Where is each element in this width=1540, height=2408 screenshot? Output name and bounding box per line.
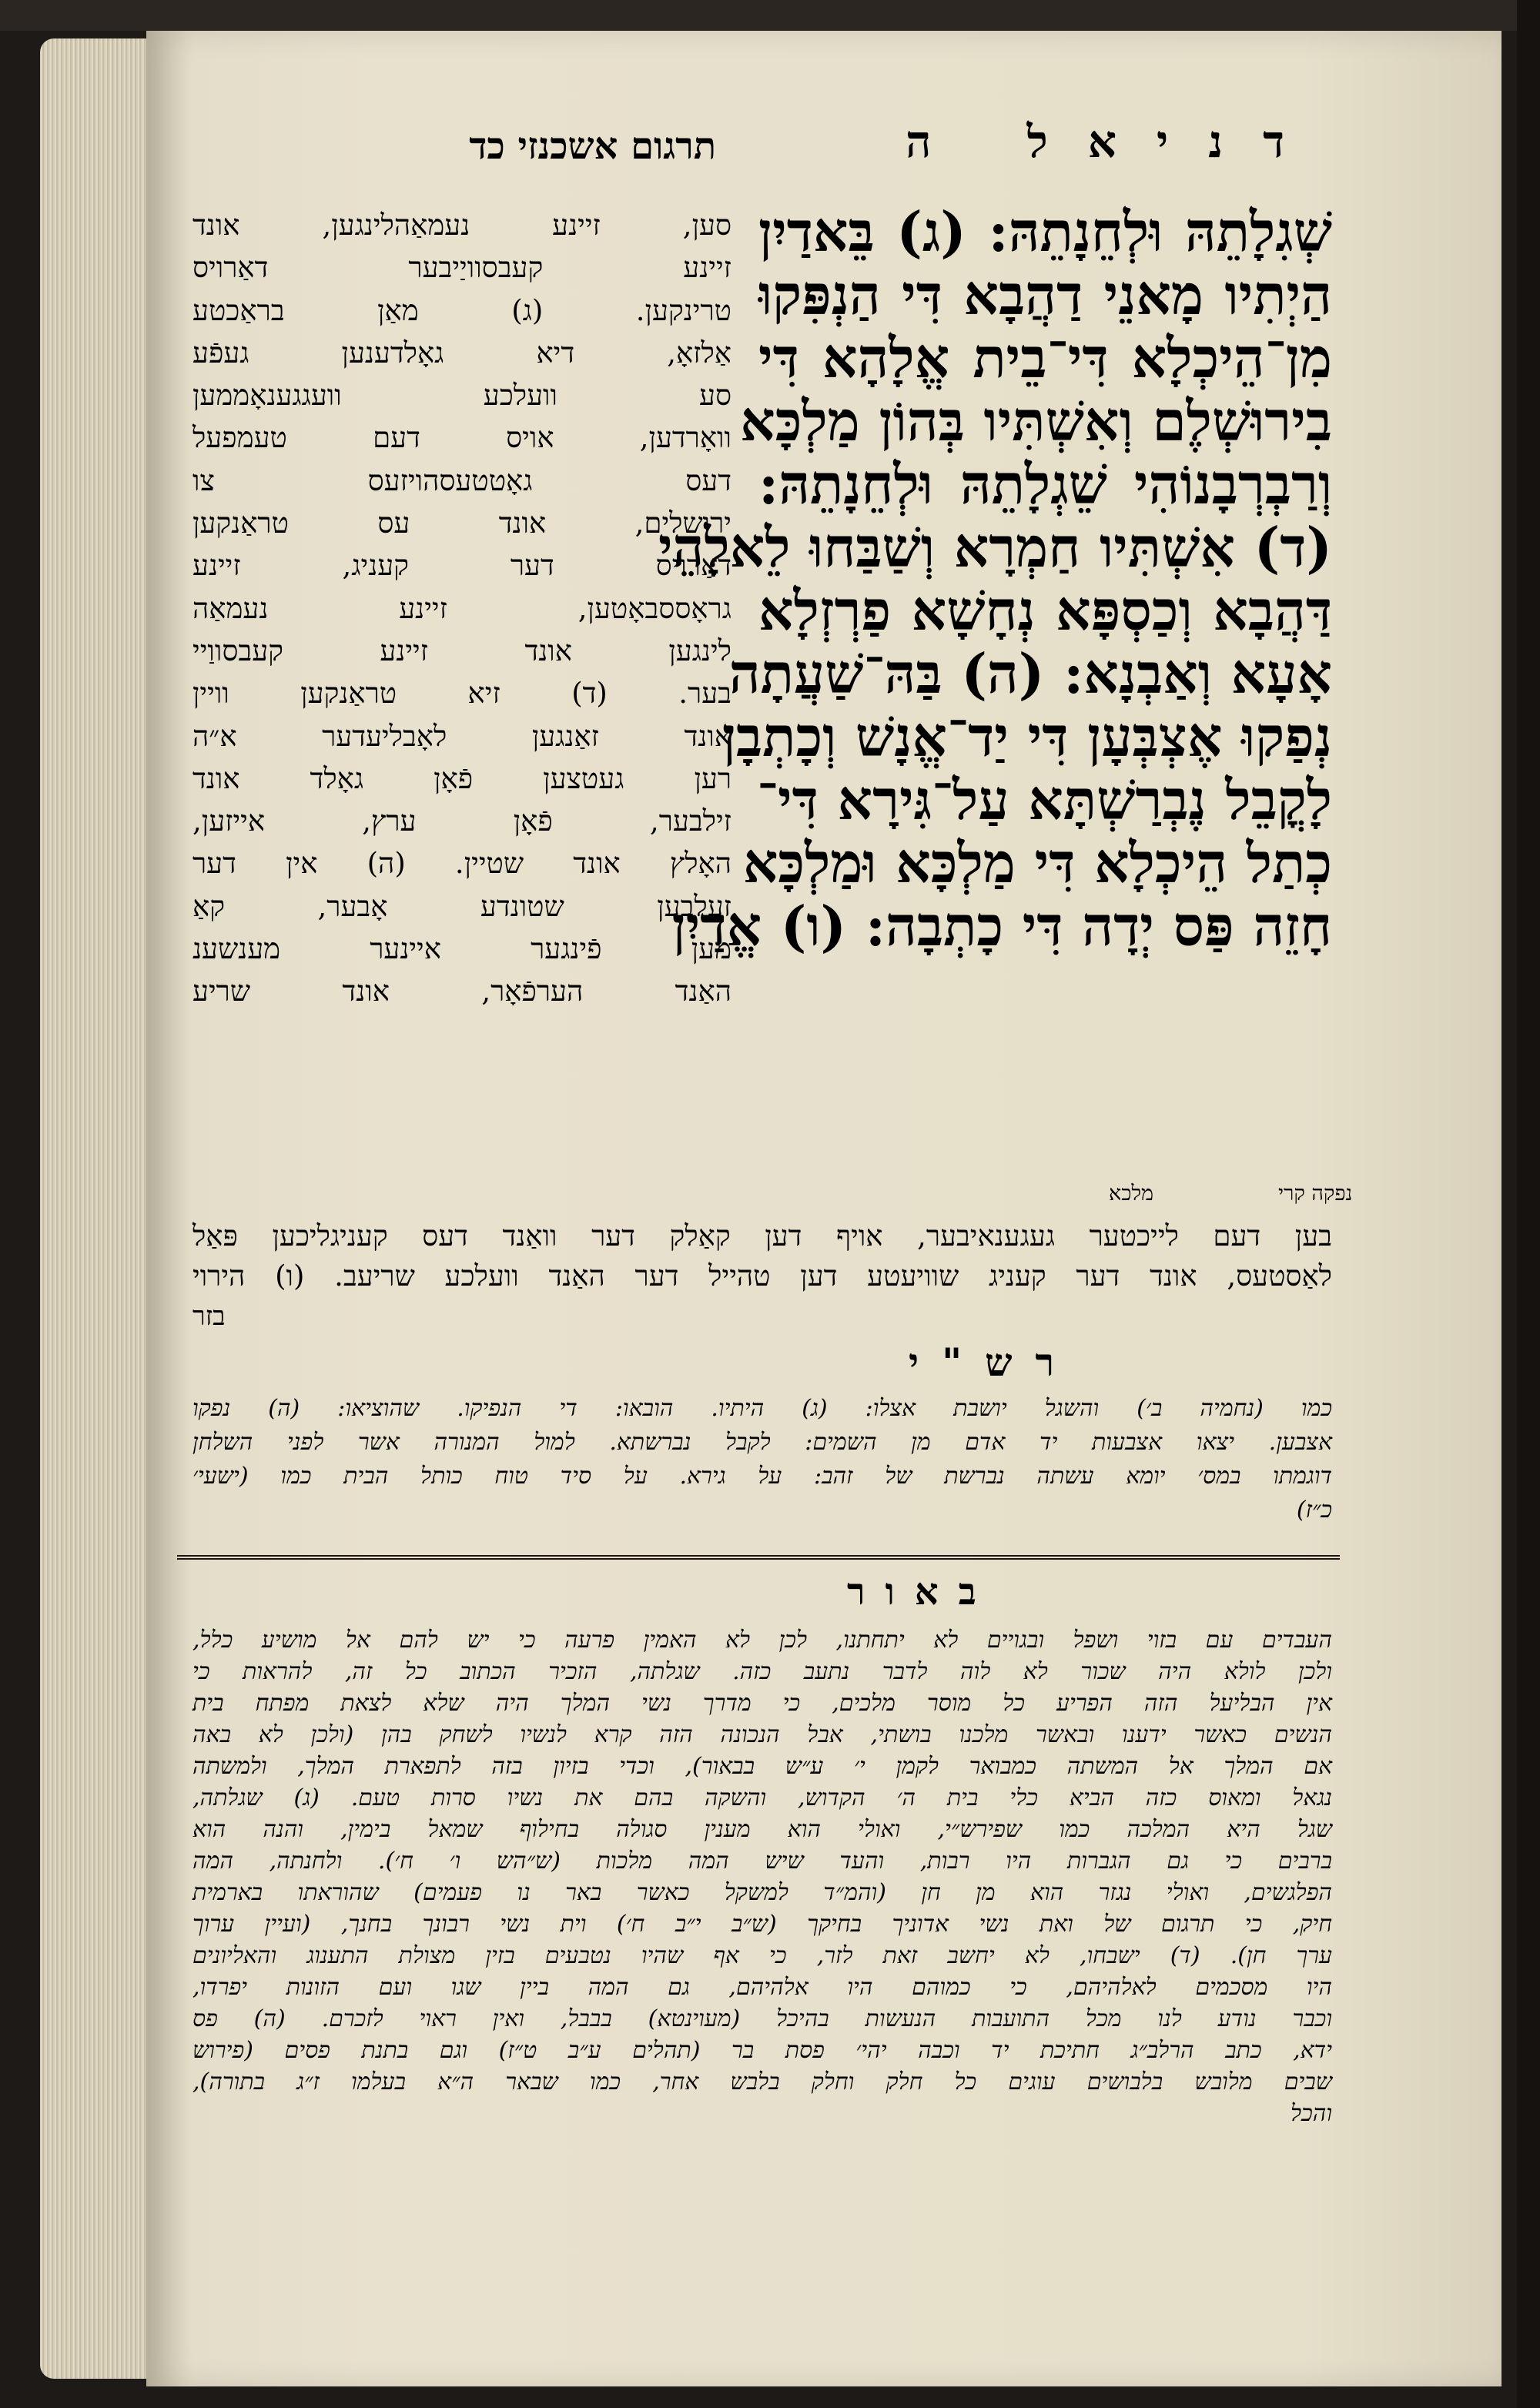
biur-line: וכבר נודע לנו מכל התועבות הנעשות בהיכל (מעוינטא) בבבל, ואין ראוי לזכרם. (ה) פס xyxy=(192,2005,1332,2032)
biur-line: ברבים כי גם הגברות היו רבות, והעד שיש המה מלכות (ש״הש ו׳ ח׳). ולחנתה, המה xyxy=(192,1848,1332,1875)
biur-line: והכל xyxy=(1291,2100,1332,2127)
biur-line: שגל היא המלכה כמו שפירש״י, ואולי הוא מענין סגולה בחילוף שמאל בימין, והנה הוא xyxy=(192,1816,1332,1843)
section-divider xyxy=(177,1555,1340,1560)
catchword: בזר xyxy=(192,1301,226,1332)
translation-line: סען, זיינע נעמאַהלינגען, אונד xyxy=(192,209,732,242)
main-text-line: וְרַבְרְבָנוֹהִי שֵׁגְלָתֵהּ וּלְחֵנָתֵהּ: xyxy=(758,452,1332,517)
biur-line: הנשים כאשר ידענו ובאשר מלכנו בושתי, אבל הנכונה הזה קרא לנשיו לשחק בהן (ולכן לא באה xyxy=(192,1721,1332,1748)
translation-line: בער. (ד) זיא טראַנקען וויין xyxy=(192,677,732,711)
main-text-line: (ד) אִשְׁתִּיו חַמְרָא וְשַׁבַּחוּ לֵאלָהֵי xyxy=(658,515,1332,580)
main-text-line: שְׁגִלָתֵהּ וּלְחֵנָתֵהּ: (ג) בֵּאדַיִן xyxy=(758,199,1332,264)
biur-commentary xyxy=(192,1624,1332,2129)
page-edges xyxy=(40,38,154,2379)
rashi-line: כמו (נחמיה ב׳) והשגל יושבת אצלו: (ג) היתיו. הובאו: די הנפיקו. שהוציאו: (ה) נפקו xyxy=(192,1395,1332,1422)
translation-line: אונד זאַנגען לאָבליעדער א״ה xyxy=(192,719,732,753)
main-text-line: לָקֳבֵל נֶבְרַשְׁתָּא עַל־גִּירָא דִּי־ xyxy=(756,768,1332,832)
translation-line: גראָססבאָטען, זיינע נעמאַה xyxy=(192,591,732,625)
main-text-line: נְפַקוּ אֶצְבְּעָן דִּי יַד־אֱנָשׁ וְכָתְבָן xyxy=(721,704,1332,769)
translation-line: זיינע קעבסוויַיבער דאַרויס xyxy=(192,251,732,285)
translation-continuation xyxy=(192,1216,1332,1296)
translation-line: זילבער, פֿאָן ערץ, אייזען, xyxy=(192,804,732,838)
translation-line: זעלבען שטונדע אָבער, קאַ xyxy=(192,889,732,923)
biur-line: ולכן לולא היה שכור לא לוה לדבר נתעב כזה. שגלתה, הזכיר הכתוב כל זה, להראות כי xyxy=(192,1658,1332,1685)
running-header-translation: תרגום אשכנזי כד xyxy=(469,125,716,168)
rashi-commentary xyxy=(192,1392,1332,1527)
biur-line: חיק, כי תרגום של ואת נשי אדוניך בחיקך (ש״ב י״ב ח׳) וית נשי רבונך בחנך, (ועיין ערוך xyxy=(192,1911,1332,1938)
rashi-line: כ״ז) xyxy=(1296,1497,1332,1523)
biur-line: היו מסכמים לאלהיהם, כי כמוהם היו אלהיהם, גם המה ביין שגו ועם הזונות יפרדו, xyxy=(192,1974,1332,2001)
rashi-heading: רש"י xyxy=(909,1339,1078,1385)
translation-line: רען געטצען פֿאָן גאָלד אונד xyxy=(192,761,732,795)
main-text-line: בִירוּשְׁלֶם וְאִשְׁתִּיו בְּהוֹן מַלְכָּא xyxy=(740,389,1332,453)
translation-line: סע וועלכע וועגגענאָממען xyxy=(192,379,732,413)
biur-line: ערך חן). (ד) ישבחו, לא יחשב זאת לזר, כי אף שהיו נטבעים בזין מצולת התענוג והאליונים xyxy=(192,1942,1332,1969)
rashi-line: אצבען. יצאו אצבעות יד אדם מן השמים: לקבל נברשתא. למול המנורה אשר לפני השלחן xyxy=(192,1429,1332,1456)
main-text-line: דַּהֲבָא וְכַסְפָּא נְחָשָׁא פַרְזְלָא xyxy=(758,578,1332,643)
rashi-line: דוגמתו במס׳ יומא עשתה נברשת של זהב: על גירא. על סיד טוח כותל הבית כמו (ישעי׳ xyxy=(192,1463,1332,1490)
translation-line: אַלזאָ, דיא גאָלדענען געפֿע xyxy=(192,336,732,370)
translation-line: דעס גאָטטעסהויזעס צו xyxy=(192,463,732,497)
main-text-line: כְתַל הֵיכְלָא דִּי מַלְכָּא וּמַלְכָּא xyxy=(742,831,1332,895)
biur-line: שבים מלובש בלבושים עוגים כל חלק וחלק בלבש אחר, כמו שבאר ה״א בעלמו ז״ג בתורה), xyxy=(192,2069,1332,2095)
book-spine xyxy=(1517,0,1540,2408)
main-text-line: מִן־הֵיכְלָא דִּי־בֵית אֱלָהָא דִּי xyxy=(758,326,1332,390)
translation-line: דאַרויס דער קעניג, זיינע xyxy=(192,549,732,583)
biur-line: הפלגשים, ואולי נגזר הוא מן חן (והמ״ד למשקל כאשר באר נו פעמים) שהוראתו בארמית xyxy=(192,1879,1332,1906)
translation-line: האַנד הערפֿאָר, אונד שריע xyxy=(192,975,732,1008)
main-text-line: אָעָא וְאַבְנָא: (ה) בַּהּ־שַׁעֲתָה xyxy=(728,641,1332,706)
qere-note: נפקה קרי xyxy=(1278,1182,1353,1206)
biur-line: נגאל ומאוס כזה הביא כלי בית ה׳ הקדוש, והשקה בהם את נשיו סרות טעם. (ג) שגלתה, xyxy=(192,1784,1332,1811)
qere-note: מלכא xyxy=(1109,1182,1154,1206)
biur-line: ידא, כתב הרלב״ג חתיכת יד וכבה יהי׳ פסת בר (תהלים ע״ב ט״ז) וגם בתנת פסים (פירוש xyxy=(192,2037,1332,2064)
german-translation-column xyxy=(192,204,732,1013)
biur-line: העבדים עם בזוי ושפל ובגויים לא יתחתנו, לכן לא האמין פרעה כי יש להם אל מושיע כלל, xyxy=(192,1627,1332,1654)
aramaic-main-text xyxy=(658,199,1332,958)
biur-heading: באור xyxy=(847,1570,996,1614)
translation-line: טרינקען. (ג) מאַן בראַכטע xyxy=(192,293,732,327)
translation-line: בען דעם לייכטער געגענאיבער, אויף דען קאַלק דער וואַנד דעס קעניגליכען פּאַל xyxy=(192,1219,1332,1252)
biur-line: אין הבליעל הזה הפריע כל מוסר מלכים, כי מדרך נשי המלך היה שלא לצאת מפתח בית xyxy=(192,1690,1332,1717)
biur-line: אם המלך אל המשתה כמבואר לקמן י׳ ע״ש בבאור), וכדי בזיון בזה לתפארת המלך, ולמשתה xyxy=(192,1753,1332,1780)
translation-line: ירושלים, אונד עס טראַנקען xyxy=(192,507,732,540)
running-header-daniel: דניאל ה xyxy=(906,115,1324,168)
translation-line: וואָרדען, אויס דעם טעמפעל xyxy=(192,421,732,455)
translation-line: מען פֿינגער איינער מענשענ xyxy=(192,932,732,966)
translation-line: לינגען אונד זיינע קעבסווַיי xyxy=(192,634,732,667)
translation-line: לאַסטעס, אונד דער קעניג שוויעטע דען טהייל דער האַנד וועלכע שריעב. (ו) הירוי xyxy=(192,1259,1332,1293)
main-text-line: חָזֵה פַּס יְדָה דִּי כָתְבָה: (ו) אֱדַיִן xyxy=(671,894,1332,958)
main-text-line: הַיְתִיו מָאנֵי דַהֲבָא דִּי הַנְפִּקוּ xyxy=(758,263,1332,327)
translation-line: האָלץ אונד שטיין. (ה) אין דער xyxy=(192,847,732,881)
